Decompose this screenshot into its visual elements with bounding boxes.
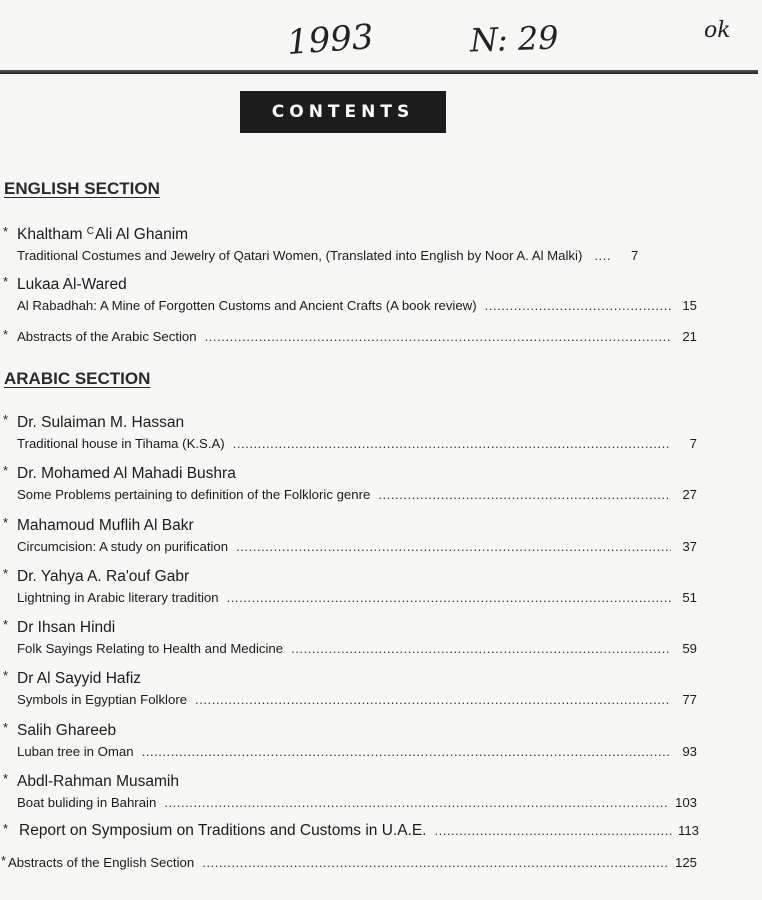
entry-page: 103 [674, 795, 697, 810]
entry-title-line[interactable] [17, 692, 697, 708]
entry-page: 15 [682, 298, 697, 313]
entry-title-line[interactable] [17, 590, 697, 606]
bullet-star-icon: * [3, 617, 9, 632]
entry-page: 59 [682, 641, 697, 656]
bullet-star-icon: * [3, 668, 9, 683]
contents-banner-label: CONTENTS [271, 102, 415, 122]
bullet-star-icon: * [1, 853, 7, 868]
bullet-star-icon: * [3, 327, 9, 342]
entry-author: Mahamoud Muflih Al Bakr [17, 517, 194, 534]
entry-title-line[interactable] [17, 487, 697, 503]
entry-page: 113 [677, 823, 699, 838]
entry-page: 51 [682, 590, 697, 605]
entry-title-line[interactable] [8, 855, 697, 871]
bullet-star-icon: * [3, 412, 9, 427]
entry-title-line[interactable] [17, 795, 697, 811]
bullet-star-icon: * [3, 463, 9, 478]
entry-page: 125 [674, 855, 697, 870]
handwritten-ok-mark: ok [704, 18, 731, 43]
entry-title-line[interactable] [17, 744, 697, 760]
entry-author: Lukaa Al-Wared [17, 276, 127, 293]
arabic-section-heading: ARABIC SECTION [4, 369, 151, 388]
entry-author: Dr. Sulaiman M. Hassan [17, 414, 185, 431]
bullet-star-icon: * [3, 515, 9, 530]
entry-title-line[interactable] [17, 539, 697, 555]
entry-title: Traditional Costumes and Jewelry of Qatari Women, (Translated into English by Noor A. Al Malki) [17, 248, 583, 263]
entry-page: 93 [682, 744, 697, 759]
entry-title: Folk Sayings Relating to Health and Medicine [17, 641, 284, 656]
entry-title: Al Rabadhah: A Mine of Forgotten Customs and Ancient Crafts (A book review) [17, 298, 477, 313]
entry-title: Traditional house in Tihama (K.S.A) [17, 436, 225, 451]
entry-title-line[interactable] [17, 329, 697, 345]
entry-title-line[interactable] [17, 298, 697, 314]
entry-page: 37 [682, 539, 697, 554]
bullet-star-icon: * [3, 821, 9, 836]
handwritten-year: 1993 [285, 17, 375, 63]
entry-title-line[interactable] [17, 248, 697, 264]
entry-page: 7 [689, 436, 697, 451]
entry-title: Circumcision: A study on purification [17, 539, 229, 554]
bullet-star-icon: * [3, 566, 9, 581]
entry-title: Lightning in Arabic literary tradition [17, 590, 219, 605]
entry-title-line[interactable] [17, 641, 697, 657]
entry-title: Boat buliding in Bahrain [17, 795, 157, 810]
english-section-heading: ENGLISH SECTION [4, 179, 160, 198]
contents-banner [240, 91, 446, 133]
bullet-star-icon: * [3, 771, 9, 786]
entry-page: 7 [631, 248, 639, 263]
bullet-star-icon: * [3, 720, 9, 735]
entry-title: Report on Symposium on Traditions and Customs in U.A.E. [19, 822, 427, 839]
entry-page: 77 [682, 692, 697, 707]
bullet-star-icon: * [3, 224, 9, 239]
entry-author: Dr. Mohamed Al Mahadi Bushra [17, 465, 236, 482]
entry-title-line[interactable] [19, 823, 699, 839]
entry-author: Dr Al Sayyid Hafiz [17, 670, 142, 687]
entry-author: Salih Ghareeb [17, 722, 117, 739]
entry-author: Abdl-Rahman Musamih [17, 773, 179, 790]
entry-author: Dr Ihsan Hindi [17, 619, 116, 636]
entry-title: Symbols in Egyptian Folklore [17, 692, 188, 707]
entry-author: Dr. Yahya A. Ra'ouf Gabr [17, 568, 190, 585]
entry-title-line[interactable] [17, 436, 697, 452]
entry-title: Luban tree in Oman [17, 744, 134, 759]
entry-title: Abstracts of the English Section [8, 855, 195, 870]
bullet-star-icon: * [3, 274, 9, 289]
entry-author: Khaltham $^C$Ali Al Ghanim [17, 226, 189, 243]
entry-title: Some Problems pertaining to definition of the Folkloric genre [17, 487, 371, 502]
handwritten-issue-number: N: 29 [469, 18, 560, 60]
header-rule [0, 70, 758, 74]
entry-page: 27 [682, 487, 697, 502]
entry-title: Abstracts of the Arabic Section [17, 329, 197, 344]
entry-page: 21 [682, 329, 697, 344]
